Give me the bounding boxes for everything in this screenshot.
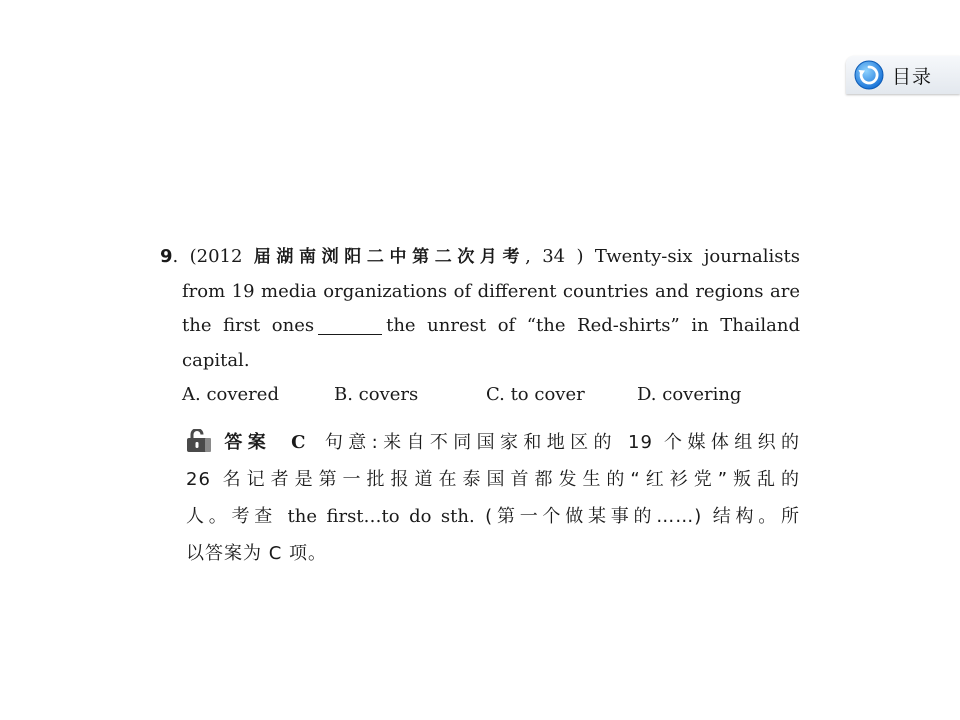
answer-blank xyxy=(318,316,382,335)
answer-text-line-3-a: 人。考查 xyxy=(186,506,288,527)
option-a: A. covered xyxy=(182,384,279,405)
unlock-icon xyxy=(186,429,212,453)
toc-label: 目录 xyxy=(892,65,933,88)
answer-key: C xyxy=(291,432,307,453)
option-b: B. covers xyxy=(334,384,419,405)
question-source-open: . (2012 xyxy=(172,246,254,267)
question-source: 届湖南浏阳二中第二次月考 xyxy=(253,247,526,267)
question-line-3 xyxy=(160,309,800,344)
answer-text-line-3-b: (第一个做某事的……) 结构。所 xyxy=(474,506,800,527)
answer-structure: the first…to do sth. xyxy=(287,506,475,527)
answer-label: 答案 xyxy=(220,432,272,453)
answer-text-line-1: 句意:来自不同国家和地区的 19 个媒体组织的 xyxy=(320,432,800,453)
answer-line-1 xyxy=(186,424,800,461)
answer-block xyxy=(186,424,800,572)
question-block xyxy=(160,240,800,413)
refresh-circle-icon xyxy=(854,60,884,90)
answer-line-3 xyxy=(186,498,800,535)
options-row xyxy=(160,378,800,413)
question-text-line-1: Twenty-six journalists xyxy=(594,246,800,267)
question-text-line-4: capital. xyxy=(182,349,250,371)
toc-button[interactable] xyxy=(846,56,960,94)
option-d: D. covering xyxy=(637,384,742,405)
question-text-before-blank: the first ones xyxy=(182,315,315,336)
question-text-line-2: from 19 media organizations of different countries and regions are xyxy=(182,280,800,302)
question-number: 9 xyxy=(160,246,173,267)
answer-text-line-4: 以答案为 C 项。 xyxy=(186,543,328,564)
question-text-after-blank: the unrest of “the Red-shirts” in Thailand xyxy=(386,315,800,336)
answer-text-line-2: 26 名记者是第一批报道在泰国首都发生的“红衫党”叛乱的 xyxy=(186,469,800,490)
question-line-1 xyxy=(160,240,800,275)
option-c: C. to cover xyxy=(486,384,585,405)
question-source-close: , 34 ) xyxy=(525,246,595,267)
